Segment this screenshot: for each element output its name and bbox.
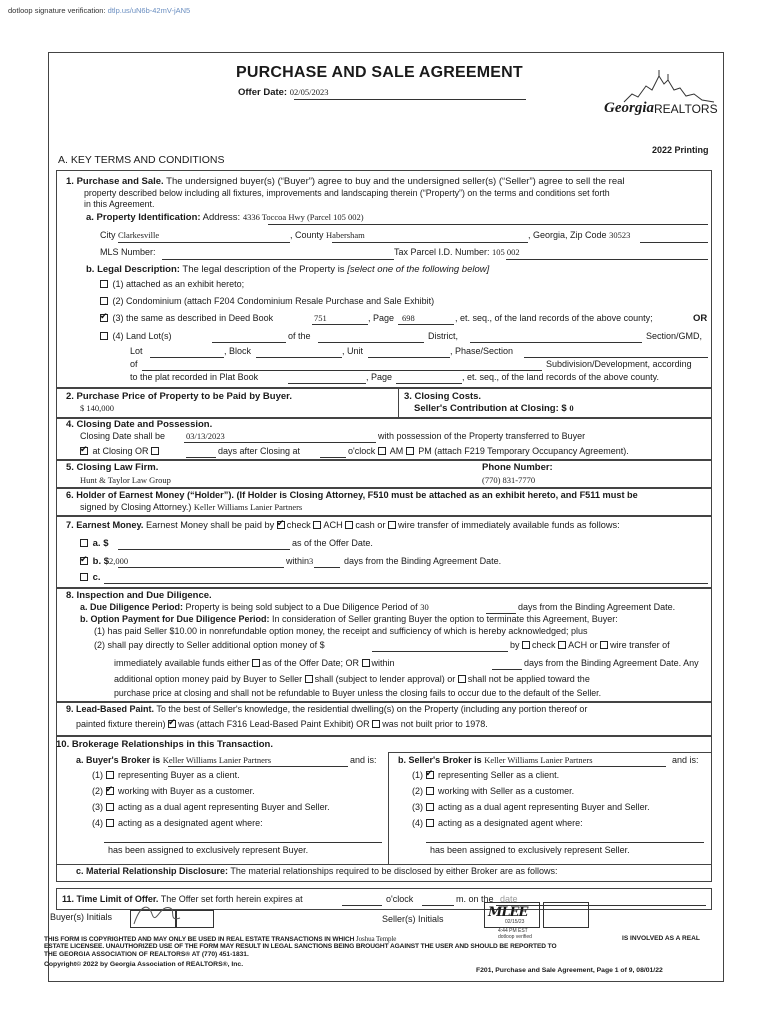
city-row: [100, 230, 159, 240]
tax-label: Tax Parcel I.D. Number:: [394, 247, 490, 257]
earnest-a-text: as of the Offer Date.: [292, 538, 373, 548]
option-shall-not-checkbox[interactable]: [458, 675, 466, 683]
earnest-c-row[interactable]: [80, 572, 101, 583]
legal-description-label: b. Legal Description:: [86, 264, 180, 275]
buyer-option-4-text: acting as a designated agent where:: [118, 818, 263, 828]
s7-text: Earnest Money shall be paid by: [143, 520, 275, 530]
lot-label: Lot: [130, 346, 143, 356]
seller-and-is: and is:: [672, 755, 699, 765]
zip-row: [528, 230, 630, 240]
earnest-wire-label: wire transfer of immediately available funds as follows:: [398, 520, 620, 530]
deed-page-label: , Page: [368, 313, 395, 323]
legal-option-2-checkbox[interactable]: [100, 297, 108, 305]
s8-title: 8. Inspection and Due Diligence.: [66, 590, 212, 601]
offer-date-value: 02/05/2023: [289, 87, 329, 97]
earnest-b-text: days from the Binding Agreement Date.: [344, 556, 502, 566]
legal-or: OR: [693, 313, 708, 324]
county-label: , County: [290, 230, 324, 240]
option-wire-label: wire transfer of: [610, 640, 670, 650]
option-line-1: (1) has paid Seller $10.00 in nonrefundable option money, the receipt and sufficiency of which is hereby acknowledged; plus: [94, 626, 588, 636]
earnest-b-checkbox[interactable]: [80, 557, 88, 565]
earnest-check-label: check: [286, 520, 311, 530]
legal-option-3[interactable]: [100, 313, 273, 323]
option-line-4: [114, 674, 590, 684]
buyer-option-2-text: working with Buyer as a customer.: [118, 786, 255, 796]
logo-georgia: Georgia: [604, 100, 654, 116]
earnest-check-checkbox[interactable]: [277, 521, 285, 529]
option-ach-checkbox[interactable]: [558, 641, 566, 649]
seller-option-2-num: (2): [412, 786, 423, 796]
option-payment-row: [80, 614, 618, 624]
seller-assigned-text: has been assigned to exclusively represent Seller.: [430, 845, 630, 855]
deed-text-end: , et. seq., of the land records of the above county;: [455, 313, 653, 323]
plat-end-text: , et. seq., of the land records of the above county.: [462, 372, 659, 382]
seller-broker-label: b. Seller's Broker is: [398, 755, 482, 765]
earnest-a-label: a. $: [92, 538, 109, 549]
earnest-within-row: [286, 556, 313, 566]
seller-signature-meta: [498, 928, 532, 940]
tax-value: 105 002: [492, 247, 520, 257]
s9-line2a: painted fixture therein): [76, 719, 166, 729]
seller-signature-time: 4:44 PM EST: [498, 928, 528, 934]
closing-date-value: 03/13/2023: [186, 431, 225, 441]
seller-option-4-text: acting as a designated agent where:: [438, 818, 583, 828]
buyer-option-3[interactable]: [92, 802, 330, 812]
option-line-3d: days from the Binding Agreement Date. Any: [524, 658, 699, 668]
earnest-a-row[interactable]: [80, 538, 109, 549]
s3-title: 3. Closing Costs.: [404, 391, 482, 402]
earnest-c-underline: [104, 583, 708, 584]
buyer-broker-row: [76, 755, 271, 765]
option-shall-checkbox[interactable]: [305, 675, 313, 683]
option-line-3a: immediately available funds either: [114, 658, 250, 668]
s6-title: 6. Holder of Earnest Money (“Holder”). (If Holder is Closing Attorney, F510 must be attached as an exhibit hereto, and F511 must be: [66, 490, 638, 500]
of-the-label: of the: [288, 331, 311, 341]
earnest-ach-checkbox[interactable]: [313, 521, 321, 529]
am-pm-options: [348, 446, 629, 456]
earnest-b-label: b. $: [92, 556, 110, 567]
offer-date-underline: [294, 99, 526, 100]
lead-was-not-checkbox[interactable]: [372, 720, 380, 728]
s2-title: 2. Purchase Price of Property to be Paid by Buyer.: [66, 391, 292, 402]
material-relationship-text: The material relationships required to be disclosed by either Broker are as follows:: [228, 866, 558, 876]
oclock-underline: [320, 457, 346, 458]
s6-line2-row: [80, 502, 302, 512]
option-ach-label: ACH or: [568, 640, 598, 650]
address-underline: [268, 224, 708, 225]
at-closing-checkbox[interactable]: [80, 447, 88, 455]
buyer-broker-label: a. Buyer's Broker is: [76, 755, 161, 765]
due-diligence-end: days from the Binding Agreement Date.: [518, 602, 676, 612]
closing-date-label: Closing Date shall be: [80, 431, 166, 441]
days-after-label: days after Closing at: [218, 446, 301, 456]
earnest-b-row[interactable]: [80, 556, 128, 567]
s9-line2c: was not built prior to 1978.: [382, 719, 488, 729]
earnest-days-underline: [314, 567, 340, 568]
address-value: 4336 Toccoa Hwy (Parcel 105 002): [242, 212, 364, 222]
seller-option-2-checkbox[interactable]: [426, 787, 434, 795]
due-diligence-label: a. Due Diligence Period:: [80, 602, 184, 612]
land-lot-underline: [212, 342, 286, 343]
legal-option-2[interactable]: [100, 296, 434, 306]
buyer-option-3-checkbox[interactable]: [106, 803, 114, 811]
law-firm-value: Hunt & Taylor Law Group: [80, 475, 171, 485]
zip-value: 30523: [609, 230, 631, 240]
seller-contribution-label: Seller's Contribution at Closing: $: [414, 403, 567, 414]
seller-option-1-checkbox[interactable]: [426, 771, 434, 779]
footer-form-id: F201, Purchase and Sale Agreement, Page 1 of 9, 08/01/22: [476, 967, 663, 974]
option-line-4a: additional option money paid by Buyer to Seller: [114, 674, 303, 684]
district-label: District,: [428, 331, 458, 341]
option-line-2-options: [510, 640, 670, 650]
mls-underline: [162, 259, 394, 260]
tax-underline: [506, 259, 708, 260]
verification-label: [8, 6, 190, 15]
option-line-4b: shall (subject to lender approval) or: [314, 674, 456, 684]
footer-licensee-name: Joshua Temple: [356, 935, 397, 943]
seller-initials-box-1[interactable]: [484, 902, 540, 928]
s1-text3: in this Agreement.: [84, 199, 155, 209]
earnest-a-checkbox[interactable]: [80, 539, 88, 547]
buyer-and-is: and is:: [350, 755, 377, 765]
offer-date-row: [238, 87, 328, 98]
deed-page-value: 698: [402, 313, 415, 323]
footer-line-1: [44, 935, 396, 943]
possession-text: with possession of the Property transferred to Buyer: [378, 431, 586, 441]
seller-option-3-text: acting as a dual agent representing Buyer and Seller.: [438, 802, 650, 812]
buyer-option-1-text: representing Buyer as a client.: [118, 770, 240, 780]
section-gmd-label: Section/GMD,: [646, 331, 703, 341]
seller-option-4-num: (4): [412, 818, 423, 828]
buyer-option-2-checkbox[interactable]: [106, 787, 114, 795]
city-value: Clarkesville: [118, 230, 160, 240]
mls-label: MLS Number:: [100, 247, 156, 257]
s1-title: Purchase and Sale.: [76, 176, 164, 187]
legal-option-1[interactable]: [100, 279, 244, 289]
earnest-b-value: 2,000: [109, 556, 129, 566]
buyer-option-2-num: (2): [92, 786, 103, 796]
s10-c-line: [56, 864, 712, 865]
legal-option-4[interactable]: [100, 331, 172, 341]
subdivision-label: Subdivision/Development, according: [546, 359, 692, 369]
footer-line-2: ESTATE LICENSEE. UNAUTHORIZED USE OF THE FORM MAY RESULT IN LEGAL SANCTIONS BEING BROUGHT AGAINST THE USER AND SHOULD BE REPORTED TO: [44, 943, 557, 950]
city-label: City: [100, 230, 116, 240]
county-underline: [332, 242, 528, 243]
closing-costs-row: [414, 403, 574, 414]
s1-text2: property described below including all fixtures, improvements and landscaping therein (“Property”) on the terms and conditions set forth: [84, 188, 610, 198]
material-relationship-row: [76, 866, 558, 876]
s9-line1: [66, 704, 587, 714]
s9-line2: [76, 719, 488, 729]
due-diligence-row: [80, 602, 429, 612]
printing-year: 2022 Printing: [652, 145, 709, 155]
deed-book-value: 751: [314, 313, 327, 323]
days-after-checkbox[interactable]: [151, 447, 159, 455]
tax-row: [394, 247, 520, 257]
zip-underline: [640, 242, 708, 243]
state-zip-label: , Georgia, Zip Code: [528, 230, 607, 240]
option-within-underline: [492, 669, 522, 670]
s10-b-top-line: [388, 752, 712, 753]
earnest-b-underline: [118, 567, 284, 568]
at-closing-label: at Closing OR: [92, 446, 149, 456]
buyer-option-2[interactable]: [92, 786, 255, 796]
option-line-4c: shall not be applied toward the: [467, 674, 590, 684]
s9-line2b: was (attach F316 Lead-Based Paint Exhibit) OR: [178, 719, 370, 729]
buyer-option-1-num: (1): [92, 770, 103, 780]
option-wire-checkbox[interactable]: [600, 641, 608, 649]
earnest-cash-checkbox[interactable]: [345, 521, 353, 529]
seller-broker-value: Keller Williams Lanier Partners: [484, 755, 593, 765]
s1-line1: [66, 176, 625, 187]
page-title: PURCHASE AND SALE AGREEMENT: [236, 64, 523, 81]
seller-contribution-value: 0: [569, 403, 574, 413]
seller-option-3-num: (3): [412, 802, 423, 812]
s9-title: 9. Lead-Based Paint.: [66, 704, 155, 714]
property-identification-label: a. Property Identification:: [86, 212, 201, 223]
legal-description-row: [86, 264, 489, 275]
legal-option-1-text: (1) attached as an exhibit hereto;: [112, 279, 245, 289]
phase-label: , Phase/Section: [450, 346, 514, 356]
earnest-cash-label: cash or: [355, 520, 386, 530]
seller-option-1[interactable]: [412, 770, 559, 780]
of-label: of: [130, 359, 138, 369]
material-relationship-label: c. Material Relationship Disclosure:: [76, 866, 229, 876]
seller-option-4[interactable]: [412, 818, 583, 828]
unit-underline: [368, 357, 450, 358]
buyer-option-4[interactable]: [92, 818, 263, 828]
pm-checkbox[interactable]: [406, 447, 414, 455]
buyer-initials-label: Buyer(s) Initials: [50, 912, 113, 922]
georgia-realtors-logo: [604, 64, 722, 124]
holder-value: Keller Williams Lanier Partners: [193, 502, 303, 512]
option-payment-text: In consideration of Seller granting Buyer the option to terminate this Agreement, Buyer:: [269, 614, 618, 624]
footer-line-3: THE GEORGIA ASSOCIATION OF REALTORS® AT (770) 451-1831.: [44, 951, 249, 958]
option-check-label: check: [532, 640, 556, 650]
seller-initials-value: MLEE: [488, 905, 528, 920]
seller-option-3-checkbox[interactable]: [426, 803, 434, 811]
buyer-option-3-num: (3): [92, 802, 103, 812]
district-underline: [318, 342, 424, 343]
seller-option-4-checkbox[interactable]: [426, 819, 434, 827]
am-label: AM: [389, 446, 404, 456]
earnest-c-label: c.: [92, 572, 101, 583]
s6-line2: signed by Closing Attorney.): [80, 502, 192, 512]
buyer-designated-underline: [104, 842, 382, 843]
option-by-label: by: [510, 640, 520, 650]
footer-copyright: Copyright© 2022 by Georgia Association of REALTORS®, Inc.: [44, 961, 244, 968]
pm-label: PM (attach F219 Temporary Occupancy Agreement).: [418, 446, 629, 456]
due-diligence-days: 30: [420, 602, 429, 612]
s11-oclock: o'clock: [386, 894, 414, 904]
due-diligence-text: Property is being sold subject to a Due Diligence Period of: [183, 602, 418, 612]
legal-option-2-text: (2) Condominium (attach F204 Condominium Resale Purchase and Sale Exhibit): [112, 296, 435, 306]
property-identification-row: [86, 212, 364, 223]
option-offer-date-checkbox[interactable]: [252, 659, 260, 667]
expire-time-underline: [342, 905, 382, 906]
address-label: Address:: [202, 212, 241, 223]
deed-page-underline: [398, 324, 454, 325]
s5-title: 5. Closing Law Firm.: [66, 462, 159, 473]
s11-m-on: m. on the: [456, 894, 494, 904]
legal-option-1-checkbox[interactable]: [100, 280, 108, 288]
expire-ampm-underline: [422, 905, 454, 906]
seller-option-1-text: representing Seller as a client.: [438, 770, 560, 780]
deed-book-underline: [312, 324, 368, 325]
plat-book-underline: [288, 383, 366, 384]
footer-line-1a: THIS FORM IS COPYRIGHTED AND MAY ONLY BE USED IN REAL ESTATE TRANSACTIONS IN WHICH: [44, 936, 355, 943]
section-underline: [470, 342, 642, 343]
seller-option-2[interactable]: [412, 786, 574, 796]
closing-date-underline: [184, 442, 376, 443]
option-line-2a: (2) shall pay directly to Seller additional option money of $: [94, 640, 325, 650]
buyer-broker-underline: [168, 766, 348, 767]
block-underline: [256, 357, 342, 358]
buyer-option-4-num: (4): [92, 818, 103, 828]
seller-option-2-text: working with Seller as a customer.: [438, 786, 575, 796]
county-row: [290, 230, 365, 240]
legal-option-3-checkbox[interactable]: [100, 314, 108, 322]
buyer-option-3-text: acting as a dual agent representing Buyer and Seller.: [118, 802, 330, 812]
option-check-checkbox[interactable]: [522, 641, 530, 649]
lead-was-checkbox[interactable]: [168, 720, 176, 728]
seller-signature-verified: dotloop verified: [498, 934, 532, 940]
seller-broker-underline: [500, 766, 666, 767]
earnest-within-label: within: [286, 556, 310, 566]
block-label: , Block: [224, 346, 252, 356]
s10-title: 10. Brokerage Relationships in this Transaction.: [56, 739, 273, 750]
footer-line-1b: IS INVOLVED AS A REAL: [622, 935, 700, 942]
seller-option-3[interactable]: [412, 802, 650, 812]
s10-divider: [388, 752, 389, 864]
legal-description-text: The legal description of the Property is: [179, 264, 348, 275]
legal-option-4-checkbox[interactable]: [100, 332, 108, 340]
earnest-ach-label: ACH: [323, 520, 343, 530]
option-line-3: [114, 658, 395, 668]
section-2-3-divider: [398, 388, 399, 418]
s7-line1: [66, 520, 620, 530]
verification-text: dotloop signature verification:: [8, 6, 106, 15]
seller-initials-date: 02/15/23: [505, 919, 525, 925]
buyer-option-1[interactable]: [92, 770, 240, 780]
plat-book-label: to the plat recorded in Plat Book: [130, 372, 259, 382]
buyer-broker-value: Keller Williams Lanier Partners: [162, 755, 272, 765]
buyer-assigned-text: has been assigned to exclusively represent Buyer.: [108, 845, 309, 855]
am-checkbox[interactable]: [378, 447, 386, 455]
logo-realtors: REALTORS: [654, 102, 718, 116]
subdivision-underline: [142, 370, 542, 371]
county-value: Habersham: [326, 230, 365, 240]
s11-title: 11. Time Limit of Offer.: [62, 894, 159, 904]
s11-date-label: date: [500, 894, 518, 904]
option-line-3c: within: [371, 658, 395, 668]
phase-underline: [524, 357, 708, 358]
earnest-within-days: 3: [309, 556, 314, 566]
option-line-5: purchase price at closing and shall not be refundable to Buyer unless the closing fails to occur due to the default of the Seller.: [114, 688, 602, 698]
section-a-heading: A. KEY TERMS AND CONDITIONS: [58, 154, 225, 166]
legal-description-italic: [select one of the following below]: [347, 264, 490, 275]
buyer-initials-scribble-icon: [130, 896, 190, 930]
phone-label: Phone Number:: [482, 462, 553, 473]
seller-option-1-num: (1): [412, 770, 423, 780]
seller-designated-underline: [426, 842, 704, 843]
s7-title: 7. Earnest Money.: [66, 520, 144, 530]
s11-text: The Offer set forth herein expires at: [158, 894, 303, 904]
s1-text1: The undersigned buyer(s) (“Buyer”) agree to buy and the undersigned seller(s) (“Seller”) agree to sell the real: [163, 176, 625, 187]
s9-text: To the best of Seller's knowledge, the residential dwelling(s) on the Property (including any portion thereof or: [154, 704, 588, 714]
option-payment-label: b. Option Payment for Due Diligence Period:: [80, 614, 270, 624]
earnest-c-checkbox[interactable]: [80, 573, 88, 581]
s4-title: 4. Closing Date and Possession.: [66, 419, 213, 430]
buyer-option-1-checkbox[interactable]: [106, 771, 114, 779]
city-underline: [118, 242, 290, 243]
option-line-3b: as of the Offer Date; OR: [262, 658, 359, 668]
purchase-price-value: $ 140,000: [80, 403, 114, 413]
skyline-icon: [604, 64, 722, 104]
lot-underline: [150, 357, 224, 358]
oclock-label: o'clock: [348, 446, 376, 456]
seller-initials-box-2[interactable]: [543, 902, 589, 928]
s1-number: 1.: [66, 176, 74, 187]
plat-page-label: , Page: [366, 372, 393, 382]
buyer-option-4-checkbox[interactable]: [106, 819, 114, 827]
seller-broker-row: [398, 755, 593, 765]
unit-label: , Unit: [342, 346, 364, 356]
earnest-wire-checkbox[interactable]: [388, 521, 396, 529]
verification-link[interactable]: dtlp.us/uN6b-42mV-jAN5: [107, 6, 191, 15]
option-within-checkbox[interactable]: [362, 659, 370, 667]
days-after-underline: [186, 457, 216, 458]
offer-date-label: Offer Date:: [238, 87, 288, 98]
seller-initials-label: Seller(s) Initials: [382, 914, 444, 924]
option-money-underline: [372, 651, 508, 652]
possession-options: [80, 446, 161, 456]
legal-option-4-text: (4) Land Lot(s): [112, 331, 172, 341]
legal-option-3-text: (3) the same as described in Deed Book: [112, 313, 274, 323]
plat-page-underline: [396, 383, 462, 384]
earnest-a-underline: [118, 549, 290, 550]
phone-value: (770) 831-7770: [482, 475, 536, 485]
